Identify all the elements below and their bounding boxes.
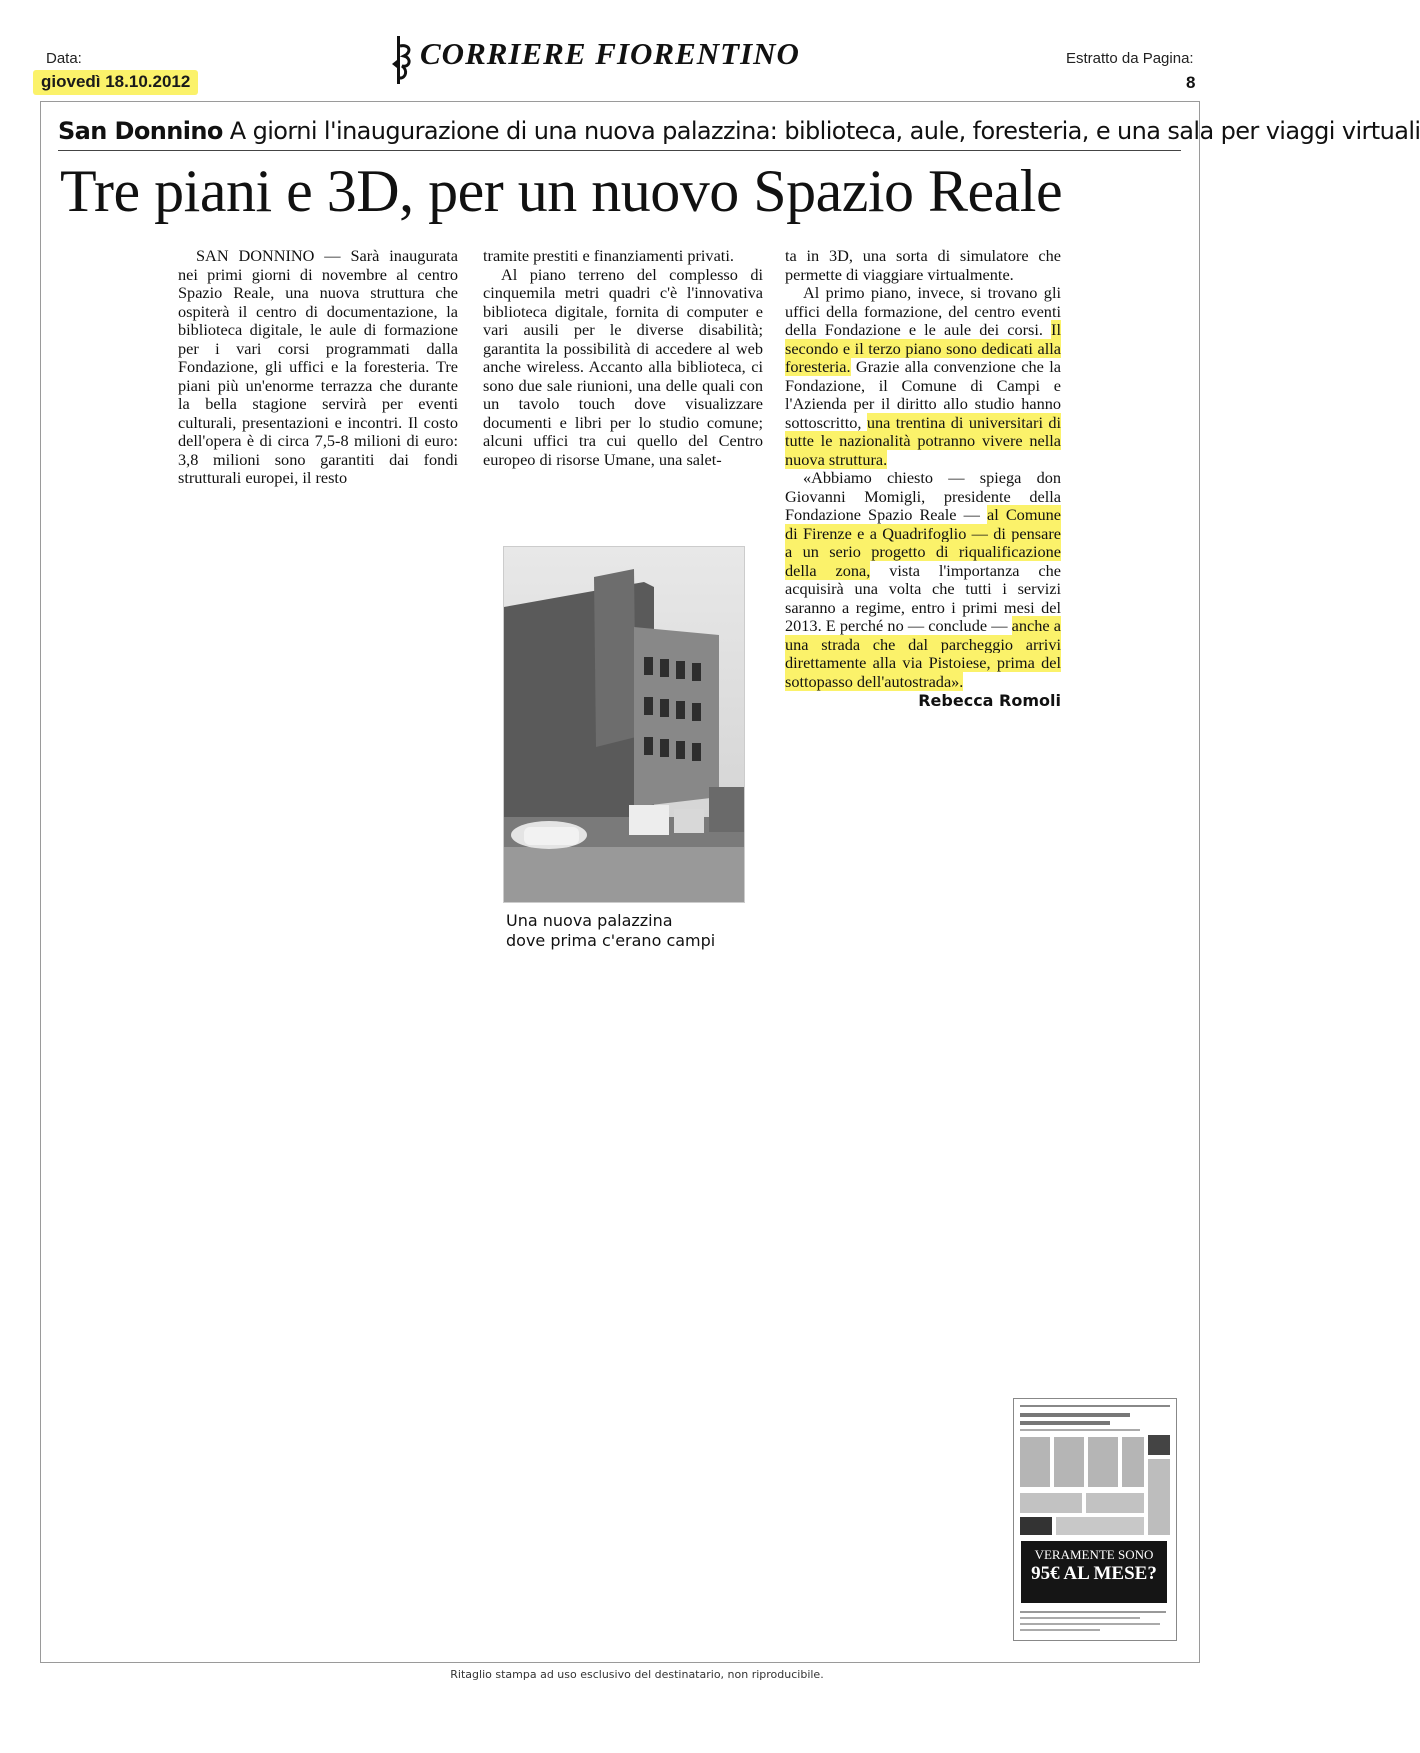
date-label: Data:	[46, 50, 82, 67]
thumbnail-footer-preview	[1014, 1607, 1176, 1637]
footer-notice: Ritaglio stampa ad uso esclusivo del destinatario, non riproducibile.	[450, 1668, 824, 1681]
kicker-text: A giorni l'inaugurazione di una nuova palazzina: biblioteca, aule, foresteria, e una sala per viaggi virtuali	[229, 117, 1420, 145]
kicker-place: San Donnino	[58, 117, 223, 145]
headline: Tre piani e 3D, per un nuovo Spazio Reale	[60, 158, 1063, 224]
highlighted-text: Il secondo e il terzo piano sono dedicati alla foresteria.	[785, 320, 1061, 376]
highlighted-text: anche a una strada che dal parcheggio arrivi direttamente alla via Pistoiese, prima del sottopasso dell'autostrada».	[785, 616, 1061, 691]
thumbnail-advert	[1021, 1541, 1167, 1603]
advert-line-2: 95€ AL MESE?	[1031, 1563, 1157, 1584]
text-run: Al primo piano, invece, si trovano gli uffici della formazione, del centro eventi della Fondazione e le aule dei corsi.	[785, 283, 1061, 339]
page-thumbnail	[1013, 1398, 1177, 1641]
paragraph	[785, 469, 1061, 691]
paragraph: SAN DONNINO — Sarà inaugurata nei primi giorni di novembre al centro Spazio Reale, una nuova struttura che ospiterà il centro di documentazione, la biblioteca digitale, le aule di formazione per i vari corsi programmati dalla Fondazione, gli uffici e la foresteria. Tre piani più un'enorme terrazza che durante la bella stagione servirà per eventi culturali, presentazioni e incontri. Il costo dell'opera è di circa 7,5-8 milioni di euro: 3,8 milioni sono garantiti dai fondi strutturali europei, il resto	[178, 246, 458, 487]
photo-caption-line-2: dove prima c'erano campi	[506, 931, 716, 950]
page-number: 8	[1186, 73, 1196, 92]
author-byline: Rebecca Romoli	[918, 691, 1061, 710]
kicker	[58, 117, 1420, 145]
highlighted-text: una trentina di universitari di tutte le nazionalità potranno vivere nella nuova struttura.	[785, 412, 1062, 469]
page-label: Estratto da Pagina:	[1066, 50, 1194, 67]
building-photo	[503, 546, 745, 903]
text-run: «Abbiamo chiesto — spiega don Giovanni Momigli, presidente della Fondazione Spazio Reale —	[785, 468, 1061, 524]
highlighted-text: al Comune di Firenze e a Quadrifoglio — di pensare a un serio progetto di riqualificazione della zona,	[785, 505, 1061, 580]
paragraph: Al piano terreno del complesso di cinquemila metri quadri c'è l'innovativa biblioteca digitale, fornita di computer e vari ausili per le diverse disabilità; garantita la possibilità di accedere al web anche wireless. Accanto alla biblioteca, ci sono due sale riunioni, una delle quali con un tavolo touch dove visualizzare documenti e libri per lo studio comune; alcuni uffici tra cui quello del Centro europeo di risorse Umane, una salet-	[483, 264, 763, 469]
text-run: vista l'importanza che acquisirà una volta che tutti i servizi saranno a regime, entro i primi mesi del 2013. E perché no — conclude —	[785, 560, 1061, 635]
paragraph: tramite prestiti e finanziamenti privati.	[483, 246, 734, 265]
paragraph: ta in 3D, una sorta di simulatore che permette di viaggiare virtualmente.	[785, 246, 1061, 284]
masthead-logo-icon	[388, 34, 418, 86]
photo-caption	[506, 911, 715, 951]
date-value: giovedì 18.10.2012	[33, 70, 198, 95]
photo-caption-line-1: Una nuova palazzina	[506, 911, 673, 930]
masthead-title: CORRIERE FIORENTINO	[420, 36, 800, 71]
kicker-rule	[58, 150, 1181, 151]
thumbnail-page-preview	[1014, 1399, 1176, 1539]
advert-line-1: VERAMENTE SONO	[1034, 1547, 1154, 1562]
text-run: Grazie alla convenzione che la Fondazione, il Comune di Campi e l'Azienda per il diritto allo studio hanno sottoscritto,	[785, 357, 1061, 432]
article-column-3	[785, 247, 1061, 711]
paragraph	[785, 284, 1061, 469]
article-column-1	[178, 247, 458, 488]
article-column-2	[483, 247, 763, 469]
